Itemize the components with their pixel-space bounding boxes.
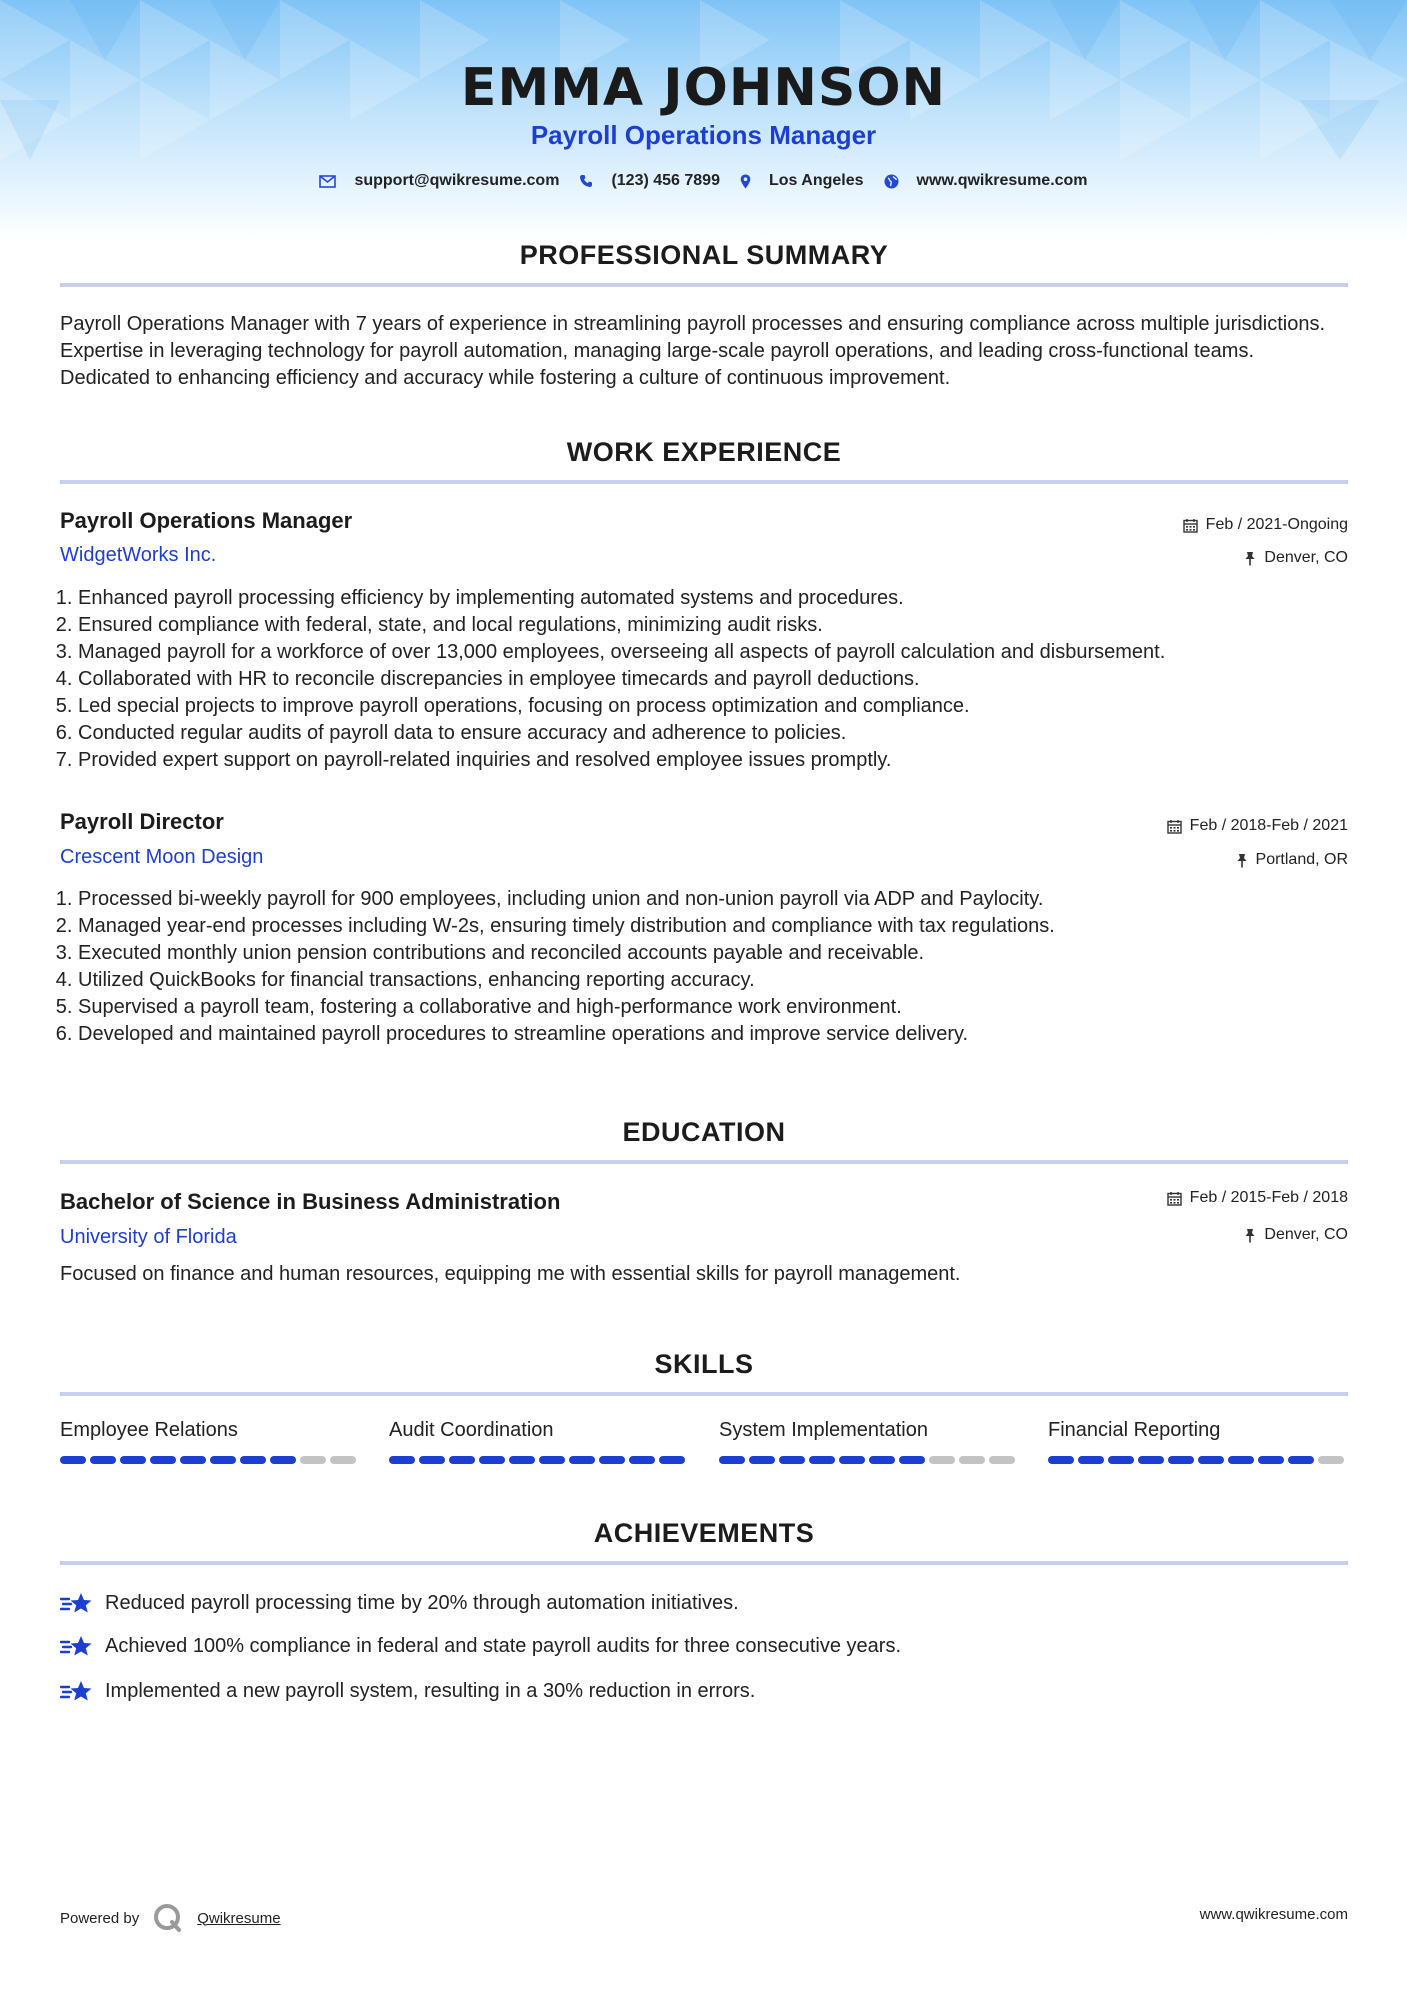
achievements-divider	[60, 1561, 1348, 1565]
achievement-text: Achieved 100% compliance in federal and state payroll audits for three consecutive years.	[105, 1634, 902, 1657]
job-bullet: 3. Executed monthly union pension contributions and reconciled accounts payable and receivable.	[78, 940, 1328, 967]
education-degree: Bachelor of Science in Business Administration	[60, 1189, 561, 1214]
job-bullet: 2. Ensured compliance with federal, state, and local regulations, minimizing audit risks.	[78, 612, 1328, 639]
calendar-icon	[1183, 518, 1198, 533]
skill-segment-empty	[1318, 1456, 1344, 1464]
skill-item	[389, 1419, 689, 1464]
skill-segment-filled	[1048, 1456, 1074, 1464]
skill-item	[60, 1419, 360, 1464]
job-dates	[1167, 817, 1348, 835]
experience-heading: WORK EXPERIENCE	[566, 437, 842, 467]
skill-item	[719, 1419, 1019, 1464]
achievement-item	[60, 1676, 755, 1706]
skill-segment-filled	[869, 1456, 895, 1464]
achievements-heading: ACHIEVEMENTS	[593, 1518, 815, 1548]
job-location	[1244, 549, 1348, 567]
job-dates-text: Feb / 2021-Ongoing	[1205, 516, 1348, 533]
education-description: Focused on finance and human resources, equipping me with essential skills for payroll management.	[60, 1263, 961, 1285]
shooting-star-icon	[60, 1631, 94, 1661]
skill-segment-filled	[210, 1456, 236, 1464]
job-bullet: 1. Processed bi-weekly payroll for 900 employees, including union and non-union payroll via ADP and Paylocity.	[78, 886, 1328, 913]
skills-heading: SKILLS	[654, 1349, 754, 1379]
candidate-role: Payroll Operations Manager	[530, 120, 877, 150]
job-title: Payroll Operations Manager	[60, 508, 353, 533]
skill-level-bar	[719, 1456, 1019, 1464]
qwikresume-logo-icon	[153, 1903, 183, 1933]
job-title: Payroll Director	[60, 809, 224, 834]
skill-segment-filled	[1228, 1456, 1254, 1464]
skill-segment-filled	[60, 1456, 86, 1464]
summary-heading: PROFESSIONAL SUMMARY	[519, 240, 889, 270]
job-bullet: 1. Enhanced payroll processing efficiency by implementing automated systems and procedures.	[78, 585, 1328, 612]
contact-email-text: support@qwikresume.com	[354, 172, 560, 189]
skill-segment-filled	[1078, 1456, 1104, 1464]
achievement-item	[60, 1588, 739, 1618]
summary-text: Payroll Operations Manager with 7 years of experience in streamlining payroll processes and ensuring compliance across multiple jurisdictions. Expertise in leveraging technology for payroll automation, managing large-scale payroll operations, and leading cross-functional teams. Dedicated to enhancing efficiency and accuracy while fostering a culture of continuous improvement.	[60, 313, 1326, 389]
job-location-text: Portland, OR	[1255, 851, 1348, 868]
skill-segment-filled	[1108, 1456, 1134, 1464]
skill-level-bar	[60, 1456, 360, 1464]
skill-segment-filled	[1288, 1456, 1314, 1464]
job-bullet: 2. Managed year-end processes including W-2s, ensuring timely distribution and compliance with tax regulations.	[78, 913, 1328, 940]
skill-segment-empty	[300, 1456, 326, 1464]
education-school[interactable]: University of Florida	[60, 1226, 237, 1248]
skills-divider	[60, 1392, 1348, 1396]
job-bullet: 6. Conducted regular audits of payroll data to ensure accuracy and adherence to policies.	[78, 720, 1328, 747]
achievement-item	[60, 1631, 901, 1661]
skill-level-bar	[389, 1456, 689, 1464]
job-bullet: 7. Provided expert support on payroll-related inquiries and resolved employee issues promptly.	[78, 747, 1328, 774]
contact-bar	[0, 172, 1407, 190]
summary-divider	[60, 283, 1348, 287]
job-dates-text: Feb / 2018-Feb / 2021	[1189, 817, 1348, 834]
contact-phone-text: (123) 456 7899	[611, 172, 720, 189]
education-location-text: Denver, CO	[1264, 1226, 1348, 1243]
skill-segment-filled	[1198, 1456, 1224, 1464]
contact-website-text: www.qwikresume.com	[916, 172, 1088, 189]
skill-segment-filled	[719, 1456, 745, 1464]
skill-segment-filled	[839, 1456, 865, 1464]
job-bullet: 4. Collaborated with HR to reconcile discrepancies in employee timecards and payroll deductions.	[78, 666, 1328, 693]
skill-segment-filled	[270, 1456, 296, 1464]
calendar-icon	[1167, 819, 1182, 834]
achievement-text: Implemented a new payroll system, resulting in a 30% reduction in errors.	[105, 1679, 756, 1702]
contact-phone[interactable]	[579, 172, 720, 190]
skill-segment-filled	[809, 1456, 835, 1464]
contact-location	[740, 172, 864, 190]
job-location	[1236, 851, 1348, 869]
phone-icon	[579, 174, 593, 188]
skill-segment-filled	[599, 1456, 625, 1464]
job-dates	[1183, 516, 1348, 534]
skill-item	[1048, 1419, 1348, 1464]
skill-segment-empty	[330, 1456, 356, 1464]
job-location-text: Denver, CO	[1264, 549, 1348, 566]
skill-segment-filled	[509, 1456, 535, 1464]
education-dates-text: Feb / 2015-Feb / 2018	[1189, 1189, 1348, 1206]
map-pin-icon	[740, 174, 751, 189]
shooting-star-icon	[60, 1676, 94, 1706]
pin-icon	[1236, 853, 1248, 868]
skill-name: Financial Reporting	[1048, 1419, 1221, 1441]
job-bullet: 6. Developed and maintained payroll procedures to streamline operations and improve service delivery.	[78, 1021, 1328, 1048]
skill-segment-empty	[959, 1456, 985, 1464]
achievement-text: Reduced payroll processing time by 20% through automation initiatives.	[105, 1591, 739, 1614]
education-divider	[60, 1160, 1348, 1164]
skill-segment-empty	[989, 1456, 1015, 1464]
skill-segment-empty	[929, 1456, 955, 1464]
skill-segment-filled	[1258, 1456, 1284, 1464]
contact-website[interactable]	[884, 172, 1088, 190]
skill-segment-filled	[479, 1456, 505, 1464]
experience-divider	[60, 480, 1348, 484]
education-dates	[1167, 1189, 1348, 1207]
skill-name: System Implementation	[719, 1419, 928, 1441]
pin-icon	[1244, 551, 1256, 566]
skill-name: Employee Relations	[60, 1419, 238, 1441]
shooting-star-icon	[60, 1588, 94, 1618]
job-bullet: 5. Supervised a payroll team, fostering a collaborative and high-performance work environment.	[78, 994, 1328, 1021]
skill-segment-filled	[180, 1456, 206, 1464]
calendar-icon	[1167, 1191, 1182, 1206]
powered-by-label: Powered by	[60, 1909, 140, 1927]
skill-name: Audit Coordination	[389, 1419, 554, 1441]
skill-segment-filled	[90, 1456, 116, 1464]
contact-email[interactable]	[319, 172, 559, 190]
education-heading: EDUCATION	[622, 1117, 786, 1147]
skill-segment-filled	[389, 1456, 415, 1464]
skill-segment-filled	[419, 1456, 445, 1464]
skill-segment-filled	[539, 1456, 565, 1464]
skill-segment-filled	[569, 1456, 595, 1464]
qwikresume-link[interactable]: Qwikresume	[197, 1909, 281, 1927]
skill-segment-filled	[240, 1456, 266, 1464]
envelope-icon	[319, 175, 336, 188]
education-location	[1244, 1226, 1348, 1244]
skill-segment-filled	[779, 1456, 805, 1464]
skill-segment-filled	[120, 1456, 146, 1464]
job-bullet: 5. Led special projects to improve payroll operations, focusing on process optimization and compliance.	[78, 693, 1328, 720]
job-company[interactable]: WidgetWorks Inc.	[60, 544, 217, 566]
skill-segment-filled	[899, 1456, 925, 1464]
job-bullet: 4. Utilized QuickBooks for financial transactions, enhancing reporting accuracy.	[78, 967, 1328, 994]
globe-icon	[884, 174, 899, 189]
skill-segment-filled	[749, 1456, 775, 1464]
contact-location-text: Los Angeles	[768, 172, 864, 189]
pin-icon	[1244, 1228, 1256, 1243]
job-bullet: 3. Managed payroll for a workforce of over 13,000 employees, overseeing all aspects of payroll calculation and disbursement.	[78, 639, 1328, 666]
footer-powered-by	[60, 1903, 281, 1933]
footer-website[interactable]: www.qwikresume.com	[1199, 1906, 1348, 1923]
skill-segment-filled	[150, 1456, 176, 1464]
job-bullets	[58, 585, 1328, 774]
skill-level-bar	[1048, 1456, 1348, 1464]
skill-segment-filled	[1138, 1456, 1164, 1464]
skill-segment-filled	[659, 1456, 685, 1464]
skill-segment-filled	[449, 1456, 475, 1464]
job-bullets	[58, 886, 1328, 1048]
skill-segment-filled	[1168, 1456, 1194, 1464]
candidate-name: EMMA JOHNSON	[460, 58, 947, 118]
skill-segment-filled	[629, 1456, 655, 1464]
job-company[interactable]: Crescent Moon Design	[60, 846, 264, 868]
